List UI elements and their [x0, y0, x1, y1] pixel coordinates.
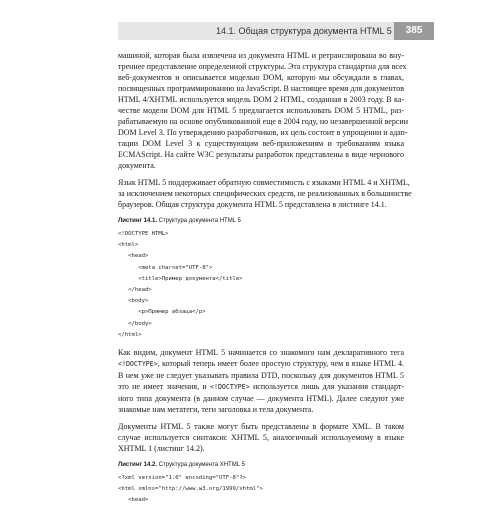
paragraph-xhtml5	[118, 421, 404, 454]
text-line: честве модели DOM для HTML 5 предлагается использовать DOM 5 HTML, раз-	[118, 106, 404, 115]
listing-label: Листинг 14.1.	[118, 218, 157, 224]
code-line: <?xml version="1.0" encoding="UTF-8"?>	[118, 475, 246, 482]
listing-caption	[118, 217, 404, 226]
text-line: машиной, которая была извлечена из документа HTML и ретранслирована во вну-	[118, 51, 404, 60]
text-line: Документы HTML 5 также могут быть представлены в формате XML. В таком	[118, 422, 404, 432]
code-line: </head>	[118, 287, 152, 294]
text-line: треннее представление определенной структуры. Эта структура стандартна для всех	[118, 62, 407, 71]
running-header	[118, 22, 404, 40]
text-line: Как видим, документ HTML 5 начинается со знакомого нам декларативного тега	[118, 348, 404, 358]
paragraph-dom	[118, 50, 408, 171]
code-line: <!DOCTYPE HTML>	[118, 231, 169, 237]
code-line: <body>	[118, 298, 149, 305]
text-line: случае используется синтаксис XHTML 5, аналогичный используемому в языке	[118, 433, 404, 443]
listing-title: Структура документа HTML 5	[158, 218, 241, 224]
text-line: DOM Level 3. По утверждению разработчиков, их цель состоит в упрощении и адап-	[118, 128, 408, 137]
listing-label: Листинг 14.2.	[118, 462, 157, 469]
text-line: Язык HTML 5 поддерживает обратную совместимость с языками HTML 4 и XHTML,	[118, 178, 410, 187]
text-line: это не имеет значения, и <!DOCTYPE> используется лишь для указания стандарт-	[118, 382, 404, 392]
inline-code: <!DOCTYPE>	[210, 383, 250, 392]
text-line: документа.	[118, 161, 156, 170]
code-line: <head>	[118, 253, 149, 260]
code-line: </body>	[118, 320, 152, 327]
text-line: ного типа документа (в данном случае — документа HTML). Далее следуют уже	[118, 394, 404, 404]
page-content	[118, 50, 412, 507]
text-line: за исключением некоторых специфических средств, не реализованных в большинстве	[118, 189, 412, 198]
code-line: </html>	[118, 331, 142, 338]
text-line: веб-документов и описывается моделью DOM, которую мы обсуждали в главах,	[118, 73, 404, 82]
paragraph-compat	[118, 177, 412, 210]
text-line: рабатываемую на основе опубликованной еще в 2004 году, но незавершенной версии	[118, 117, 408, 126]
section-title: 14.1. Общая структура документа HTML 5	[216, 26, 392, 36]
code-listing-html5	[118, 229, 404, 341]
text-line: XHTML 1 (листинг 14.2).	[118, 444, 205, 454]
code-listing-xhtml5	[118, 473, 404, 507]
code-line: <html>	[118, 242, 139, 249]
text-line: знакомые нам метатеги, теги заголовка и тела документа.	[118, 405, 314, 415]
text-line: ECMAScript. На сайте W3C результаты разработок представлены в виде чернового	[118, 150, 404, 159]
text-line: браузеров. Общая структура документа HTML 5 представлена в листинге 14.1.	[118, 200, 387, 209]
text-line: <!DOCTYPE>, который теперь имеет более простую структуру, чем в языке HTML 4.	[118, 359, 404, 369]
inline-code: <!DOCTYPE>	[118, 360, 158, 369]
text-line: посвященных программированию на JavaScript. В настоящее время для документов	[118, 84, 404, 93]
code-line: <meta charset="UTF-8">	[118, 264, 213, 271]
paragraph-doctype	[118, 347, 404, 415]
listing-title: Структура документа XHTML 5	[158, 462, 245, 469]
text-line: HTML 4/XHTML используется модель DOM 2 HTML, созданная в 2003 году. В ка-	[118, 95, 404, 104]
text-line: тации DOM Level 3 к существующим веб-приложениям и требованиям языка	[118, 139, 404, 148]
page-number: 385	[394, 22, 434, 40]
code-line: <html xmlns="http://www.w3.org/1999/xhtml">	[118, 486, 263, 493]
listing-caption	[118, 461, 404, 470]
code-line: <p>Пример абзаца</p>	[118, 309, 206, 316]
text-line: В нем уже не следует указывать правила DTD, поскольку для документов HTML 5	[118, 371, 404, 381]
code-line: <head>	[118, 497, 149, 504]
code-line: <title>Пример документа</title>	[118, 275, 243, 282]
